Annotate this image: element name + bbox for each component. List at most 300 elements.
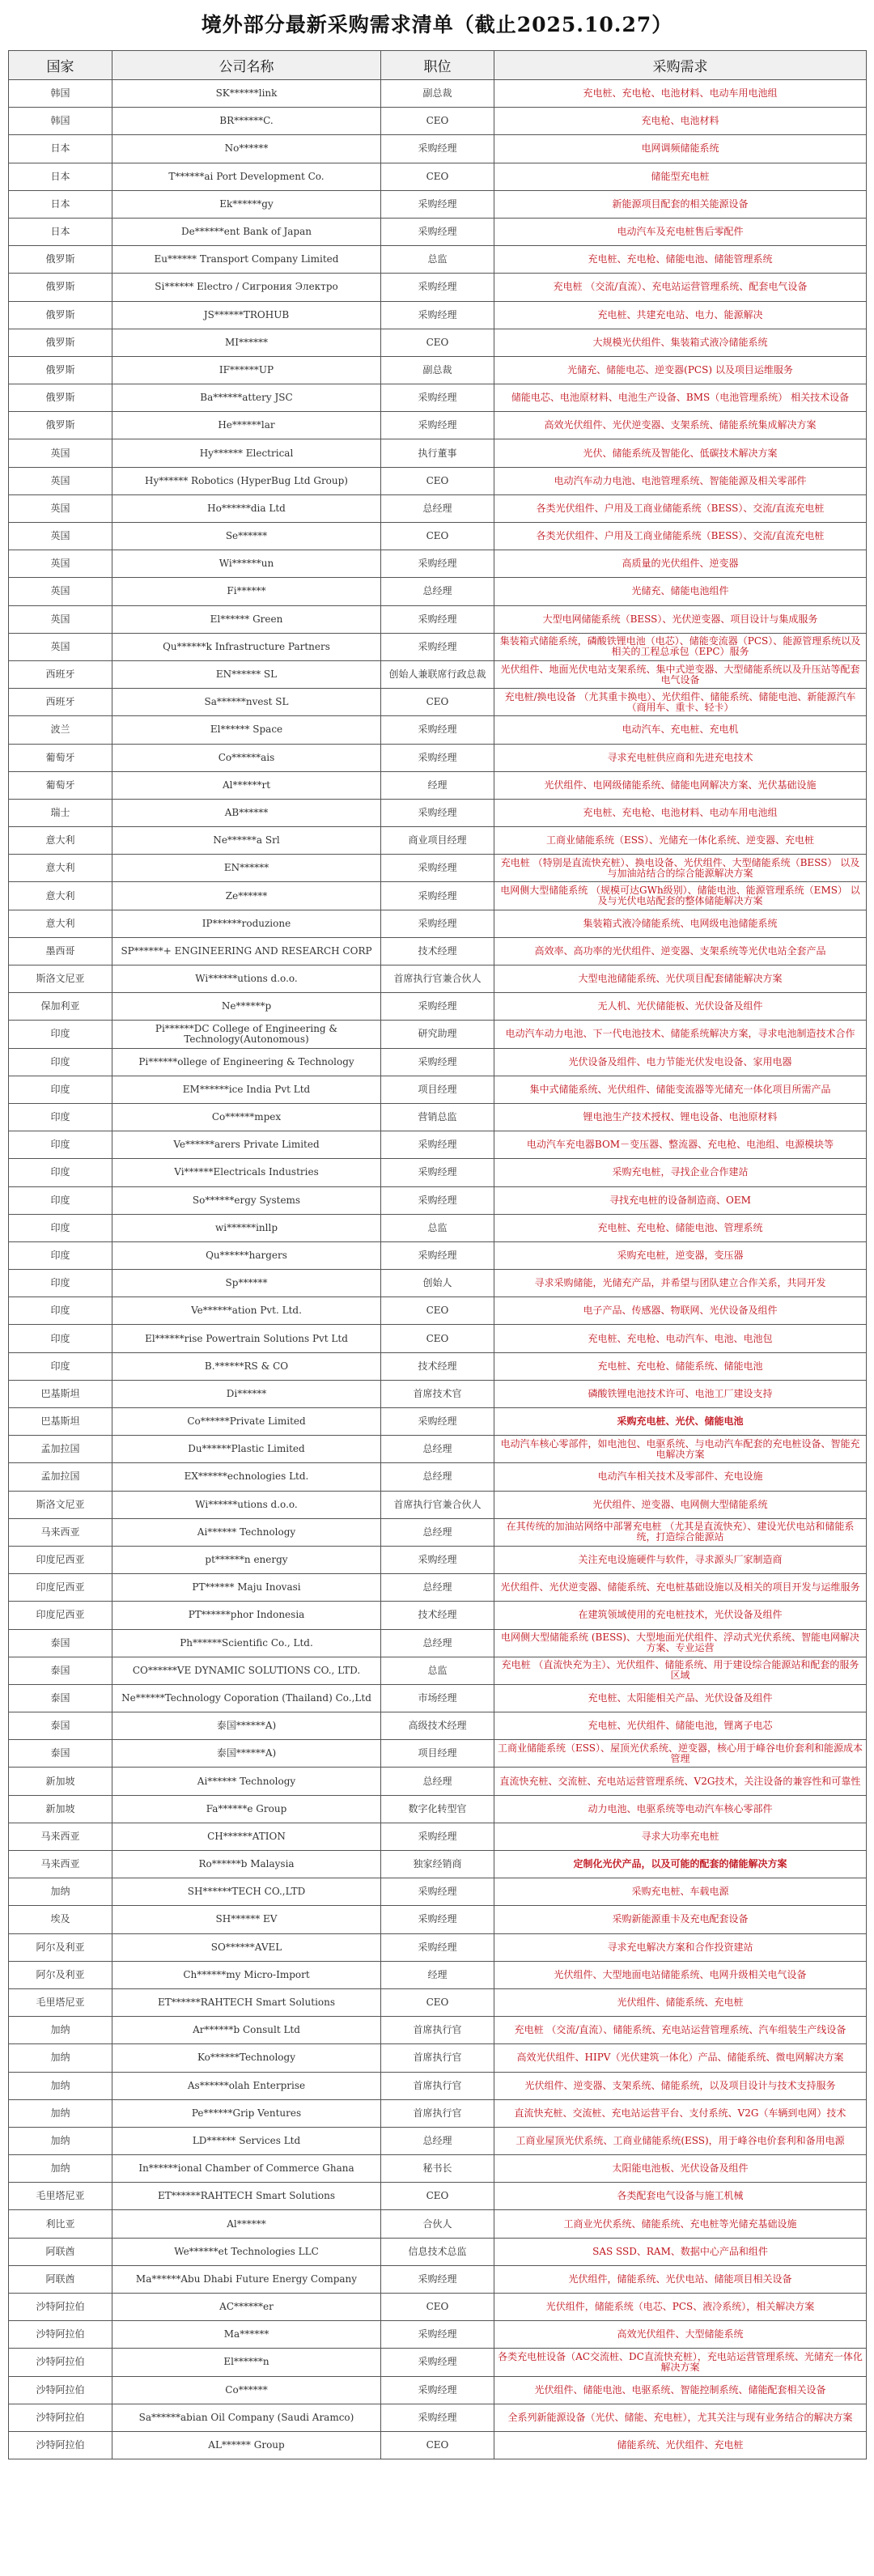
cell-company: EM******ice India Pvt Ltd — [112, 1076, 381, 1103]
cell-demand: 电动汽车、充电桩、充电机 — [494, 716, 867, 744]
table-row — [9, 744, 867, 771]
cell-demand: 充电桩 （特别是直流快充桩）、换电设备、光伏组件、大型储能系统（BESS） 以及与加油站结合的综合能源解决方案 — [494, 855, 867, 882]
cell-demand: 动力电池、电驱系统等电动汽车核心零部件 — [494, 1795, 867, 1823]
table-row — [9, 1878, 867, 1906]
table-row — [9, 1103, 867, 1131]
cell-demand: 关注充电设施硬件与软件，寻求源头厂家制造商 — [494, 1546, 867, 1573]
cell-company: Ma******Abu Dhabi Future Energy Company — [112, 2265, 381, 2293]
cell-position: 总经理 — [381, 1436, 494, 1463]
cell-company: El******n — [112, 2349, 381, 2376]
cell-country: 沙特阿拉伯 — [9, 2404, 112, 2431]
cell-demand: 各类光伏组件、户用及工商业储能系统（BESS）、交流/直流充电桩 — [494, 523, 867, 550]
cell-company: B.******RS & CO — [112, 1352, 381, 1380]
cell-country: 马来西亚 — [9, 1851, 112, 1878]
cell-demand: 储能型充电桩 — [494, 163, 867, 190]
cell-position: 首席执行官 — [381, 2099, 494, 2127]
cell-demand: 采购新能源重卡及充电配套设备 — [494, 1906, 867, 1933]
cell-company: PT****** Maju Inovasi — [112, 1574, 381, 1602]
table-row — [9, 1740, 867, 1768]
cell-company: Pi******ollege of Engineering & Technology — [112, 1048, 381, 1076]
cell-company: Pe******Grip Ventures — [112, 2099, 381, 2127]
cell-company: T******ai Port Development Co. — [112, 163, 381, 190]
table-row — [9, 578, 867, 605]
table-row — [9, 1657, 867, 1684]
cell-demand: 寻求充电解决方案和合作投资建站 — [494, 1933, 867, 1961]
cell-country: 印度 — [9, 1159, 112, 1186]
table-row — [9, 1214, 867, 1241]
demand-table — [8, 50, 867, 2459]
table-row — [9, 2044, 867, 2072]
cell-position: 采购经理 — [381, 1906, 494, 1933]
cell-company: 泰国******A) — [112, 1740, 381, 1768]
cell-company: Qu******k Infrastructure Partners — [112, 633, 381, 660]
cell-company: Wi******utions d.o.o. — [112, 1491, 381, 1518]
cell-demand: 在其传统的加油站网络中部署充电桩 （尤其是直流快充）、建设光伏电站和储能系统，打造综合能源站 — [494, 1518, 867, 1546]
cell-demand: 充电枪、电池材料 — [494, 108, 867, 135]
cell-demand: 电网侧大型储能系统 （规模可达GWh级别）、储能电池、能源管理系统（EMS） 以及与光伏电站配套的整体储能解决方案 — [494, 882, 867, 910]
cell-country: 印度尼西亚 — [9, 1546, 112, 1573]
cell-demand: 光伏组件、大型地面电站储能系统、电网升级相关电气设备 — [494, 1961, 867, 1988]
cell-position: 采购经理 — [381, 993, 494, 1021]
cell-position: 总监 — [381, 1214, 494, 1241]
cell-demand: 充电桩 （直流快充为主）、光伏组件、储能系统、用于建设综合能源站和配套的服务区域 — [494, 1657, 867, 1684]
cell-company: Ve******ation Pvt. Ltd. — [112, 1297, 381, 1325]
cell-position: 秘书长 — [381, 2155, 494, 2183]
table-row — [9, 882, 867, 910]
cell-demand: 高效光伏组件、光伏逆变器、支架系统、储能系统集成解决方案 — [494, 412, 867, 439]
cell-country: 意大利 — [9, 855, 112, 882]
cell-position: 高级技术经理 — [381, 1712, 494, 1740]
cell-demand: 集装箱式液冷储能系统、电网级电池储能系统 — [494, 910, 867, 937]
cell-position: 采购经理 — [381, 1408, 494, 1436]
cell-demand: 锂电池生产技术授权、锂电设备、电池原材料 — [494, 1103, 867, 1131]
cell-company: Hy****** Electrical — [112, 439, 381, 467]
table-row — [9, 550, 867, 578]
cell-demand: 充电桩 （交流/直流）、储能系统、充电站运营管理系统、汽车组装生产线设备 — [494, 2017, 867, 2044]
cell-company: Ar******b Consult Ltd — [112, 2017, 381, 2044]
cell-demand: 光伏组件、逆变器、支架系统、储能系统，以及项目设计与技术支持服务 — [494, 2072, 867, 2099]
table-row — [9, 1823, 867, 1850]
cell-position: CEO — [381, 2431, 494, 2459]
cell-position: 独家经销商 — [381, 1851, 494, 1878]
cell-position: 创始人 — [381, 1270, 494, 1297]
cell-position: 总经理 — [381, 578, 494, 605]
cell-position: CEO — [381, 329, 494, 356]
cell-country: 印度 — [9, 1325, 112, 1352]
cell-company: Wi******un — [112, 550, 381, 578]
cell-country: 墨西哥 — [9, 937, 112, 965]
table-row — [9, 1574, 867, 1602]
cell-company: pt******n energy — [112, 1546, 381, 1573]
cell-demand: 无人机、光伏储能板、光伏设备及组件 — [494, 993, 867, 1021]
cell-company: Ho******dia Ltd — [112, 494, 381, 522]
table-row — [9, 2017, 867, 2044]
cell-country: 俄罗斯 — [9, 384, 112, 412]
cell-country: 加纳 — [9, 1878, 112, 1906]
cell-position: 研究助理 — [381, 1021, 494, 1048]
table-row — [9, 2265, 867, 2293]
cell-demand: 电动汽车动力电池、电池管理系统、智能能源及相关零部件 — [494, 467, 867, 494]
cell-country: 日本 — [9, 190, 112, 218]
cell-country: 葡萄牙 — [9, 744, 112, 771]
cell-position: 总经理 — [381, 1629, 494, 1657]
cell-country: 阿尔及利亚 — [9, 1961, 112, 1988]
cell-demand: 充电桩 （交流/直流）、充电站运营管理系统、配套电气设备 — [494, 274, 867, 301]
cell-company: SH****** EV — [112, 1906, 381, 1933]
table-row — [9, 855, 867, 882]
table-row — [9, 108, 867, 135]
cell-country: 沙特阿拉伯 — [9, 2294, 112, 2321]
table-row — [9, 1297, 867, 1325]
cell-position: CEO — [381, 523, 494, 550]
cell-demand: 磷酸铁锂电池技术许可、电池工厂建设支持 — [494, 1380, 867, 1407]
cell-demand: 充电桩、充电枪、电池材料、电动车用电池组 — [494, 799, 867, 826]
cell-country: 加纳 — [9, 2044, 112, 2072]
table-row — [9, 1270, 867, 1297]
cell-position: 技术经理 — [381, 1602, 494, 1629]
table-row — [9, 163, 867, 190]
cell-country: 英国 — [9, 550, 112, 578]
cell-position: CEO — [381, 1988, 494, 2016]
table-row — [9, 1463, 867, 1491]
cell-demand: 高效光伏组件、HIPV（光伏建筑一体化）产品、储能系统、微电网解决方案 — [494, 2044, 867, 2072]
cell-position: 执行董事 — [381, 439, 494, 467]
table-row — [9, 1768, 867, 1795]
cell-demand: 光伏、储能系统及智能化、低碳技术解决方案 — [494, 439, 867, 467]
cell-country: 巴基斯坦 — [9, 1380, 112, 1407]
cell-country: 加纳 — [9, 2017, 112, 2044]
cell-position: 总监 — [381, 246, 494, 274]
table-row — [9, 2183, 867, 2210]
cell-company: CH******ATION — [112, 1823, 381, 1850]
cell-company: Co******mpex — [112, 1103, 381, 1131]
cell-demand: 定制化光伏产品，以及可能的配套的储能解决方案 — [494, 1851, 867, 1878]
cell-country: 韩国 — [9, 108, 112, 135]
cell-company: De******ent Bank of Japan — [112, 218, 381, 245]
cell-country: 俄罗斯 — [9, 329, 112, 356]
cell-country: 泰国 — [9, 1684, 112, 1712]
cell-company: Sa******nvest SL — [112, 689, 381, 716]
table-row — [9, 1961, 867, 1988]
table-row — [9, 1851, 867, 1878]
table-row — [9, 523, 867, 550]
table-row — [9, 910, 867, 937]
table-row — [9, 2155, 867, 2183]
cell-country: 意大利 — [9, 882, 112, 910]
cell-demand: 电动汽车相关技术及零部件、充电设施 — [494, 1463, 867, 1491]
table-row — [9, 965, 867, 993]
cell-country: 加纳 — [9, 2072, 112, 2099]
table-row — [9, 1352, 867, 1380]
cell-country: 印度 — [9, 1352, 112, 1380]
cell-country: 英国 — [9, 439, 112, 467]
cell-demand: 高质量的光伏组件、逆变器 — [494, 550, 867, 578]
cell-country: 韩国 — [9, 80, 112, 108]
cell-position: 创始人兼联席行政总裁 — [381, 660, 494, 688]
cell-position: 采购经理 — [381, 744, 494, 771]
cell-demand: 各类光伏组件、户用及工商业储能系统（BESS）、交流/直流充电桩 — [494, 494, 867, 522]
cell-position: 技术经理 — [381, 1352, 494, 1380]
table-row — [9, 1684, 867, 1712]
cell-company: Wi******utions d.o.o. — [112, 965, 381, 993]
table-row — [9, 660, 867, 688]
cell-company: Ro******b Malaysia — [112, 1851, 381, 1878]
cell-demand: 充电桩、充电枪、电池材料、电动车用电池组 — [494, 80, 867, 108]
cell-position: CEO — [381, 163, 494, 190]
table-row — [9, 605, 867, 633]
cell-country: 印度 — [9, 1241, 112, 1269]
cell-demand: 电动汽车充电器BOM－变压器、整流器、充电枪、电池组、电源模块等 — [494, 1131, 867, 1159]
cell-country: 印度 — [9, 1076, 112, 1103]
cell-country: 日本 — [9, 218, 112, 245]
cell-company: Co******Private Limited — [112, 1408, 381, 1436]
cell-country: 印度 — [9, 1131, 112, 1159]
cell-company: PT******phor Indonesia — [112, 1602, 381, 1629]
cell-demand: 采购充电桩，寻找企业合作建站 — [494, 1159, 867, 1186]
table-row — [9, 1436, 867, 1463]
cell-demand: 工商业储能系统（ESS）、屋顶光伏系统、逆变器，核心用于峰谷电价套利和能源成本管理 — [494, 1740, 867, 1768]
cell-demand: 大型电网储能系统（BESS）、光伏逆变器、项目设计与集成服务 — [494, 605, 867, 633]
cell-demand: 充电桩、光伏组件、储能电池，锂离子电芯 — [494, 1712, 867, 1740]
cell-position: 技术经理 — [381, 937, 494, 965]
cell-position: 采购经理 — [381, 2376, 494, 2404]
cell-position: 采购经理 — [381, 550, 494, 578]
cell-company: Vi******Electricals Industries — [112, 1159, 381, 1186]
cell-position: 采购经理 — [381, 1546, 494, 1573]
cell-country: 沙特阿拉伯 — [9, 2349, 112, 2376]
cell-demand: 太阳能电池板、光伏设备及组件 — [494, 2155, 867, 2183]
cell-demand: 光伏组件、储能系统、充电桩 — [494, 1988, 867, 2016]
cell-country: 斯洛文尼亚 — [9, 1491, 112, 1518]
cell-company: Ne******a Srl — [112, 827, 381, 855]
cell-position: 采购经理 — [381, 2349, 494, 2376]
cell-position: 采购经理 — [381, 716, 494, 744]
table-row — [9, 135, 867, 163]
cell-country: 沙特阿拉伯 — [9, 2431, 112, 2459]
cell-position: 采购经理 — [381, 1131, 494, 1159]
cell-country: 日本 — [9, 135, 112, 163]
cell-company: Du******Plastic Limited — [112, 1436, 381, 1463]
cell-demand: 集中式储能系统、光伏组件、储能变流器等光储充一体化项目所需产品 — [494, 1076, 867, 1103]
cell-country: 埃及 — [9, 1906, 112, 1933]
cell-company: El******rise Powertrain Solutions Pvt Ltd — [112, 1325, 381, 1352]
cell-company: Sp****** — [112, 1270, 381, 1297]
cell-company: Ek******gy — [112, 190, 381, 218]
cell-demand: 光储充、储能电芯、逆变器(PCS) 以及项目运维服务 — [494, 356, 867, 384]
cell-company: Al****** — [112, 2210, 381, 2238]
cell-country: 孟加拉国 — [9, 1436, 112, 1463]
cell-company: SP******+ ENGINEERING AND RESEARCH CORP — [112, 937, 381, 965]
cell-position: 经理 — [381, 1961, 494, 1988]
table-row — [9, 2294, 867, 2321]
cell-demand: 高效率、高功率的光伏组件、逆变器、支架系统等光伏电站全套产品 — [494, 937, 867, 965]
table-row — [9, 1906, 867, 1933]
table-row — [9, 190, 867, 218]
cell-demand: 大型电池储能系统、光伏项目配套储能解决方案 — [494, 965, 867, 993]
table-body — [9, 80, 867, 2459]
cell-demand: 高效光伏组件、大型储能系统 — [494, 2321, 867, 2349]
table-row — [9, 1988, 867, 2016]
cell-position: 项目经理 — [381, 1076, 494, 1103]
cell-position: 市场经理 — [381, 1684, 494, 1712]
cell-position: CEO — [381, 108, 494, 135]
cell-company: Co******ais — [112, 744, 381, 771]
table-row — [9, 2127, 867, 2154]
cell-company: MI****** — [112, 329, 381, 356]
cell-position: 首席执行官 — [381, 2017, 494, 2044]
cell-company: 泰国******A) — [112, 1712, 381, 1740]
cell-position: 首席执行官 — [381, 2072, 494, 2099]
cell-company: AB****** — [112, 799, 381, 826]
cell-demand: SAS SSD、RAM、数据中心产品和组件 — [494, 2238, 867, 2265]
cell-company: Co****** — [112, 2376, 381, 2404]
cell-position: 总经理 — [381, 1768, 494, 1795]
cell-company: No****** — [112, 135, 381, 163]
cell-country: 沙特阿拉伯 — [9, 2376, 112, 2404]
cell-company: EN****** — [112, 855, 381, 882]
cell-position: 采购经理 — [381, 412, 494, 439]
table-row — [9, 2321, 867, 2349]
cell-company: Ba******attery JSC — [112, 384, 381, 412]
cell-country: 西班牙 — [9, 689, 112, 716]
header-row — [9, 51, 867, 80]
cell-country: 泰国 — [9, 1712, 112, 1740]
table-row — [9, 329, 867, 356]
cell-position: CEO — [381, 467, 494, 494]
cell-position: 采购经理 — [381, 218, 494, 245]
cell-country: 印度 — [9, 1021, 112, 1048]
cell-position: 采购经理 — [381, 2265, 494, 2293]
cell-company: We******et Technologies LLC — [112, 2238, 381, 2265]
table-row — [9, 1602, 867, 1629]
cell-country: 俄罗斯 — [9, 412, 112, 439]
cell-company: SO******AVEL — [112, 1933, 381, 1961]
cell-company: El****** Space — [112, 716, 381, 744]
cell-demand: 新能源项目配套的相关能源设备 — [494, 190, 867, 218]
table-row — [9, 993, 867, 1021]
cell-company: Ne******Technology Coporation (Thailand) Co.,Ltd — [112, 1684, 381, 1712]
cell-country: 日本 — [9, 163, 112, 190]
cell-demand: 全系列新能源设备（光伏、储能、充电桩），尤其关注与现有业务结合的解决方案 — [494, 2404, 867, 2431]
cell-country: 印度 — [9, 1270, 112, 1297]
cell-country: 俄罗斯 — [9, 356, 112, 384]
cell-country: 沙特阿拉伯 — [9, 2321, 112, 2349]
cell-demand: 充电桩、充电枪、电动汽车、电池、电池包 — [494, 1325, 867, 1352]
cell-country: 毛里塔尼亚 — [9, 1988, 112, 2016]
cell-position: 信息技术总监 — [381, 2238, 494, 2265]
cell-demand: 储能电芯、电池原材料、电池生产设备、BMS（电池管理系统） 相关技术设备 — [494, 384, 867, 412]
cell-position: 采购经理 — [381, 633, 494, 660]
cell-country: 阿联酋 — [9, 2238, 112, 2265]
table-row — [9, 799, 867, 826]
cell-position: 采购经理 — [381, 882, 494, 910]
cell-position: 采购经理 — [381, 190, 494, 218]
cell-position: 总经理 — [381, 2127, 494, 2154]
cell-position: 采购经理 — [381, 1186, 494, 1214]
cell-country: 新加坡 — [9, 1768, 112, 1795]
cell-demand: 充电桩、太阳能相关产品、光伏设备及组件 — [494, 1684, 867, 1712]
cell-demand: 光储充、储能电池组件 — [494, 578, 867, 605]
table-row — [9, 439, 867, 467]
cell-company: Ze****** — [112, 882, 381, 910]
table-row — [9, 1076, 867, 1103]
table-row — [9, 2376, 867, 2404]
cell-country: 印度尼西亚 — [9, 1574, 112, 1602]
cell-position: 采购经理 — [381, 384, 494, 412]
table-row — [9, 2349, 867, 2376]
cell-company: Fi****** — [112, 578, 381, 605]
cell-position: 采购经理 — [381, 1933, 494, 1961]
cell-demand: 电网侧大型储能系统 (BESS)、大型地面光伏组件、浮动式光伏系统、智能电网解决方案、专业运营 — [494, 1629, 867, 1657]
cell-demand: 工商业屋顶光伏系统、工商业储能系统(ESS)，用于峰谷电价套利和备用电源 — [494, 2127, 867, 2154]
cell-company: Hy****** Robotics (HyperBug Ltd Group) — [112, 467, 381, 494]
table-row — [9, 80, 867, 108]
cell-demand: 充电桩、充电枪、储能电池、管理系统 — [494, 1214, 867, 1241]
cell-country: 泰国 — [9, 1740, 112, 1768]
cell-demand: 集装箱式储能系统，磷酸铁锂电池（电芯）、储能变流器（PCS）、能源管理系统以及相关的工程总承包（EPC）服务 — [494, 633, 867, 660]
cell-country: 英国 — [9, 523, 112, 550]
cell-country: 俄罗斯 — [9, 301, 112, 329]
cell-company: Ne******p — [112, 993, 381, 1021]
table-row — [9, 771, 867, 799]
cell-company: El****** Green — [112, 605, 381, 633]
cell-demand: 采购充电桩、光伏、储能电池 — [494, 1408, 867, 1436]
header-company: 公司名称 — [112, 51, 381, 80]
table-row — [9, 1712, 867, 1740]
table-row — [9, 246, 867, 274]
cell-country: 英国 — [9, 494, 112, 522]
cell-country: 波兰 — [9, 716, 112, 744]
cell-company: As******olah Enterprise — [112, 2072, 381, 2099]
table-row — [9, 1048, 867, 1076]
cell-company: ET******RAHTECH Smart Solutions — [112, 2183, 381, 2210]
page-title: 境外部分最新采购需求清单（截止2025.10.27） — [201, 13, 673, 36]
cell-demand: 光伏组件、电网级储能系统、储能电网解决方案、光伏基础设施 — [494, 771, 867, 799]
cell-country: 印度 — [9, 1103, 112, 1131]
cell-company: IP******roduzione — [112, 910, 381, 937]
cell-country: 泰国 — [9, 1629, 112, 1657]
header-position: 职位 — [381, 51, 494, 80]
cell-demand: 直流快充桩、交流桩、充电站运营平台、支付系统、V2G（车辆到电网）技术 — [494, 2099, 867, 2127]
cell-demand: 储能系统、光伏组件、充电桩 — [494, 2431, 867, 2459]
cell-position: 采购经理 — [381, 910, 494, 937]
cell-position: 采购经理 — [381, 274, 494, 301]
cell-demand: 电网调频储能系统 — [494, 135, 867, 163]
table-row — [9, 1131, 867, 1159]
cell-position: CEO — [381, 1297, 494, 1325]
cell-demand: 各类充电桩设备（AC交流桩、DC直流快充桩），充电站运营管理系统、光储充一体化解决方案 — [494, 2349, 867, 2376]
table-row — [9, 1021, 867, 1048]
cell-company: Al******rt — [112, 771, 381, 799]
cell-demand: 充电桩/换电设备 （尤其重卡换电）、光伏组件、储能系统、储能电池、新能源汽车（商用车、重卡、轻卡） — [494, 689, 867, 716]
cell-country: 泰国 — [9, 1657, 112, 1684]
table-row — [9, 2431, 867, 2459]
cell-position: 采购经理 — [381, 135, 494, 163]
cell-country: 瑞士 — [9, 799, 112, 826]
cell-company: Si****** Electro / Сигрония Электро — [112, 274, 381, 301]
cell-company: Ma****** — [112, 2321, 381, 2349]
cell-company: wi******inllp — [112, 1214, 381, 1241]
cell-company: AC******er — [112, 2294, 381, 2321]
cell-company: Ve******arers Private Limited — [112, 1131, 381, 1159]
cell-company: Qu******hargers — [112, 1241, 381, 1269]
cell-company: Ai****** Technology — [112, 1518, 381, 1546]
cell-demand: 采购充电桩，逆变器，变压器 — [494, 1241, 867, 1269]
cell-company: ET******RAHTECH Smart Solutions — [112, 1988, 381, 2016]
cell-country: 毛里塔尼亚 — [9, 2183, 112, 2210]
cell-country: 阿联酋 — [9, 2265, 112, 2293]
cell-country: 英国 — [9, 578, 112, 605]
